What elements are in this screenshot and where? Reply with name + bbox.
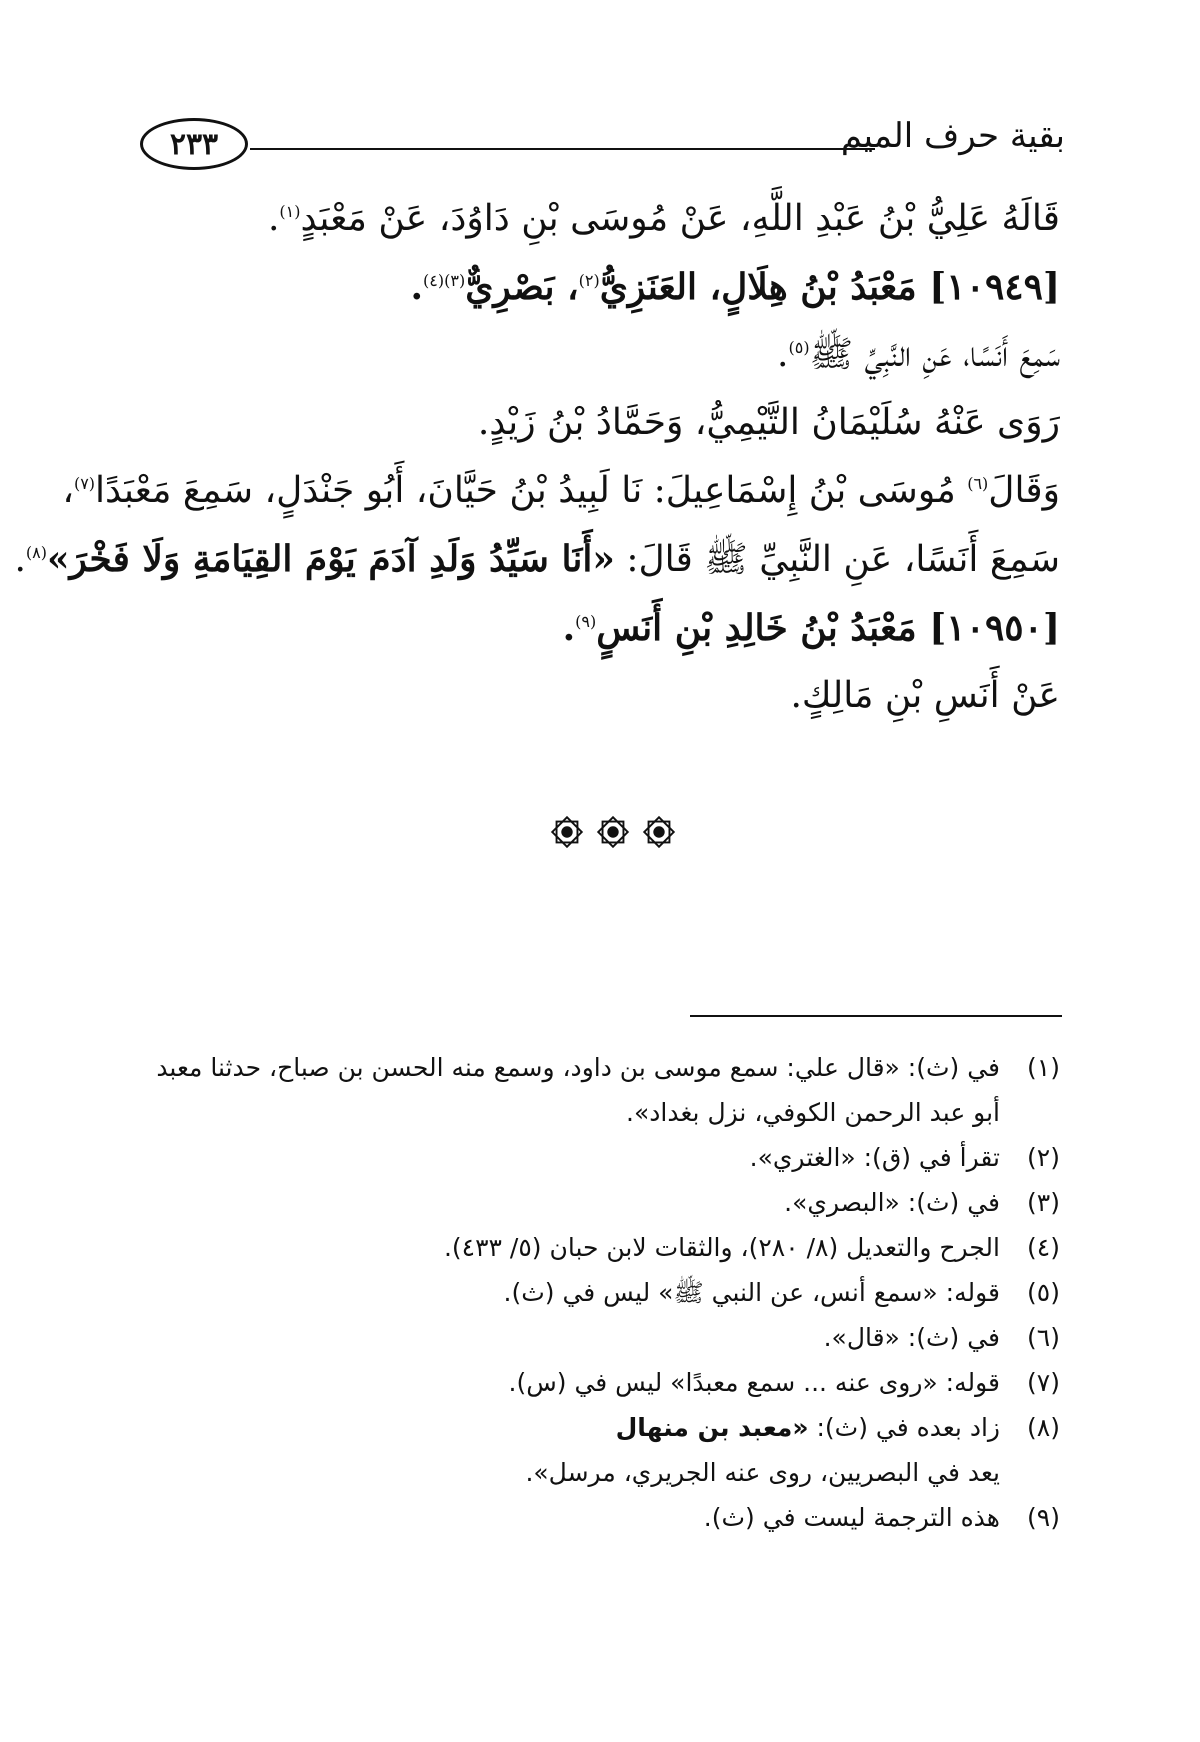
text-line: سَمِعَ أَنَسًا، عَنِ النَّبِيِّ ﷺ قَالَ: «أَنَا سَيِّدُ وَلَدِ آدَمَ يَوْمَ القِيَامَةِ وَلَا فَخْرَ»$^{(٨)}$. bbox=[14, 538, 1060, 580]
footnote-number: (٤) bbox=[1027, 1233, 1060, 1262]
footnote-text: قوله: «سمع أنس، عن النبي ﷺ» ليس في (ث). bbox=[503, 1278, 1000, 1307]
entry-heading: [١٠٩٤٩] مَعْبَدُ بْنُ هِلَالٍ، العَنَزِيُّ$^{(٢)}$، بَصْرِيٌّ$^{(٣)(٤)}$. bbox=[410, 266, 1060, 308]
footnote-marker: (٥) bbox=[788, 338, 810, 357]
footnote-text: في (ث): «قال علي: سمع موسى بن داود، وسمع منه الحسن بن صباح، حدثنا معبد أبو عبد الرحمن الكوفي، نزل بغداد». bbox=[156, 1053, 1000, 1127]
text-line: رَوَى عَنْهُ سُلَيْمَانُ التَّيْمِيُّ، وَحَمَّادُ بْنُ زَيْدٍ. bbox=[477, 402, 1060, 443]
footnote bbox=[135, 1270, 1060, 1315]
main-text bbox=[14, 185, 1060, 730]
footnote-marker: (٩) bbox=[575, 612, 597, 631]
footnote-number: (٩) bbox=[1027, 1503, 1060, 1532]
footnote-marker: (١) bbox=[279, 202, 301, 221]
footnote-marker: (٨) bbox=[25, 543, 47, 562]
entry-number: [١٠٩٤٩] bbox=[929, 266, 1060, 308]
footnote bbox=[135, 1315, 1060, 1360]
footnote-text bbox=[135, 1405, 1000, 1495]
footnote-text-continuation: يعد في البصريين، روى عنه الجريري، مرسل». bbox=[525, 1458, 1000, 1487]
running-title: بقية حرف الميم bbox=[840, 116, 1065, 156]
footnote-marker: (٦) bbox=[967, 474, 989, 493]
footnote-text: في (ث): «البصري». bbox=[784, 1188, 1000, 1217]
ornament-star-icon bbox=[594, 813, 632, 851]
footnote-text-bold: «معبد بن منهال bbox=[615, 1413, 809, 1442]
ornament-star-icon bbox=[640, 813, 678, 851]
footnote-number: (٢) bbox=[1027, 1143, 1060, 1172]
text-segment: وَقَالَ bbox=[988, 470, 1060, 511]
footnote-marker: (٢) bbox=[578, 271, 600, 290]
text-line: وَقَالَ$^{(٦)}$ مُوسَى بْنُ إِسْمَاعِيلَ: نَا لَبِيدُ بْنُ حَيَّانَ، أَبُو جَنْدَلٍ، سَمِعَ مَعْبَدًا$^{(٧)}$، bbox=[62, 470, 1060, 511]
footnote bbox=[135, 1045, 1060, 1135]
footnote bbox=[135, 1135, 1060, 1180]
text-segment: سَمِعَ أَنَسًا، عَنِ النَّبِيِّ ﷺ bbox=[809, 334, 1060, 375]
footnote-number: (٨) bbox=[1027, 1413, 1060, 1442]
footnote-number: (٥) bbox=[1027, 1278, 1060, 1307]
footnote-text: هذه الترجمة ليست في (ث). bbox=[703, 1503, 1000, 1532]
text-line: سَمِعَ أَنَسًا، عَنِ النَّبِيِّ ﷺ$^{(٥)}$. bbox=[777, 334, 1060, 375]
footnote bbox=[135, 1360, 1060, 1405]
footnote bbox=[135, 1225, 1060, 1270]
entry-name: مَعْبَدُ بْنُ خَالِدِ بْنِ أَنَسٍ bbox=[596, 607, 917, 649]
footnote bbox=[135, 1405, 1060, 1495]
footnotes bbox=[135, 1045, 1060, 1540]
header-rule bbox=[250, 148, 875, 150]
text-segment: سَمِعَ أَنَسًا، عَنِ النَّبِيِّ ﷺ قَالَ: bbox=[614, 539, 1060, 580]
page-number: ٢٣٣ bbox=[140, 118, 248, 170]
text-line: قَالَهُ عَلِيُّ بْنُ عَبْدِ اللَّهِ، عَنْ مُوسَى بْنِ دَاوُدَ، عَنْ مَعْبَدٍ$^{(١)}$. bbox=[267, 198, 1060, 239]
page-header bbox=[140, 112, 1065, 182]
footnote-marker: (٧) bbox=[73, 474, 96, 493]
text-segment: مُوسَى بْنُ إِسْمَاعِيلَ: نَا لَبِيدُ بْنُ حَيَّانَ، أَبُو جَنْدَلٍ، سَمِعَ مَعْبَدًا bbox=[95, 470, 956, 511]
footnote-text-part: زاد بعده في (ث): bbox=[808, 1413, 1000, 1442]
section-ornament bbox=[548, 812, 678, 852]
text-segment: قَالَهُ عَلِيُّ بْنُ عَبْدِ اللَّهِ، عَنْ مُوسَى بْنِ دَاوُدَ، عَنْ مَعْبَدٍ bbox=[300, 198, 1060, 239]
text-line: عَنْ أَنَسِ بْنِ مَالِكٍ. bbox=[790, 675, 1060, 716]
entry-heading: [١٠٩٥٠] مَعْبَدُ بْنُ خَالِدِ بْنِ أَنَسٍ$^{(٩)}$. bbox=[562, 607, 1060, 649]
ornament-star-icon bbox=[548, 813, 586, 851]
hadith-quote: «أَنَا سَيِّدُ وَلَدِ آدَمَ يَوْمَ القِيَامَةِ وَلَا فَخْرَ» bbox=[46, 538, 615, 580]
footnote bbox=[135, 1180, 1060, 1225]
footnote-text: الجرح والتعديل (٨/ ٢٨٠)، والثقات لابن حبان (٥/ ٤٣٣). bbox=[443, 1233, 1000, 1262]
footnote-separator bbox=[690, 1015, 1062, 1017]
footnote-number: (٦) bbox=[1027, 1323, 1060, 1352]
footnote-number: (١) bbox=[1027, 1053, 1060, 1082]
entry-number: [١٠٩٥٠] bbox=[929, 607, 1060, 649]
entry-tail: ، بَصْرِيٌّ bbox=[465, 266, 579, 308]
footnote-marker: (٣)(٤) bbox=[423, 271, 466, 290]
footnote bbox=[135, 1495, 1060, 1540]
footnote-text: قوله: «روى عنه ... سمع معبدًا» ليس في (س). bbox=[508, 1368, 1000, 1397]
footnote-text: في (ث): «قال». bbox=[823, 1323, 1000, 1352]
footnote-number: (٧) bbox=[1027, 1368, 1060, 1397]
entry-name: مَعْبَدُ بْنُ هِلَالٍ، العَنَزِيُّ bbox=[599, 266, 917, 308]
footnote-text: تقرأ في (ق): «الغتري». bbox=[749, 1143, 1000, 1172]
footnote-number: (٣) bbox=[1027, 1188, 1060, 1217]
